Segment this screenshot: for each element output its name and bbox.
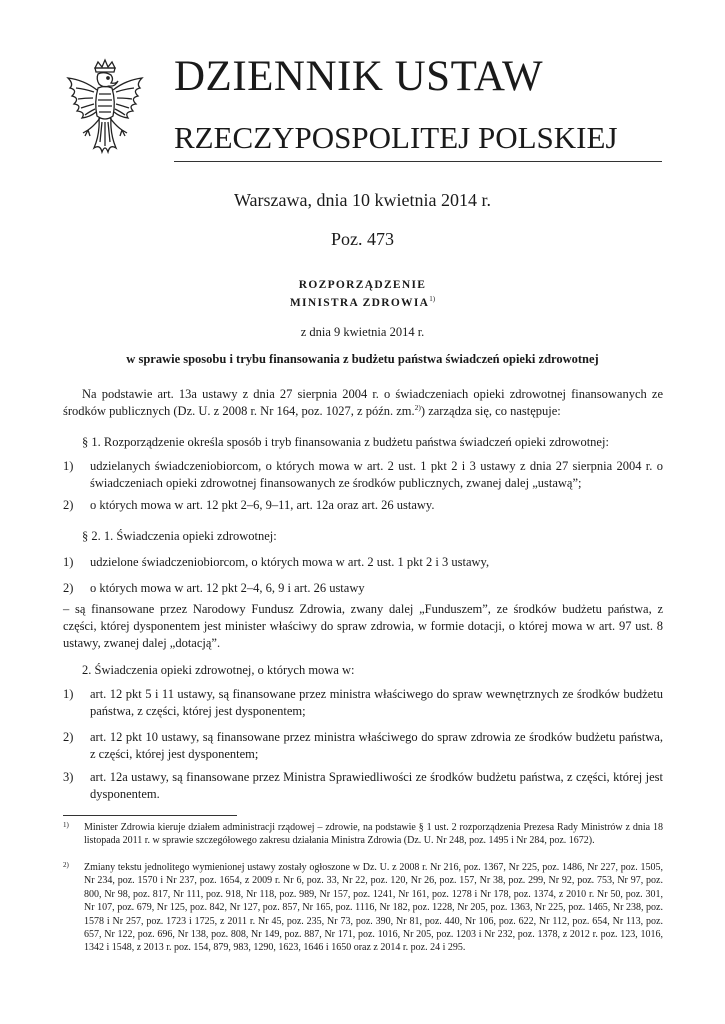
journal-title: DZIENNIK USTAW bbox=[174, 53, 544, 100]
list-item-text: udzielanych świadczeniobiorcom, o których mowa w art. 2 ust. 1 pkt 2 i 3 ustawy z dnia 27 sierpnia 2004 r. o świadczeniach opieki zdrowotnej finansowanych ze środków publicznych, zwanej dalej „ustawą”; bbox=[90, 459, 663, 490]
footnote-text: Zmiany tekstu jednolitego wymienionej ustawy zostały ogłoszone w Dz. U. z 2008 r. Nr 216, poz. 1367, Nr 225, poz. 1486, Nr 227, poz. 1505, Nr 234, poz. 1570 i Nr 237, poz. 1654, z 2009 r. Nr 6, poz. 33, Nr 22, poz. 120, Nr 26, poz. 157, Nr 38, poz. 299, Nr 92, poz. 753, Nr 97, poz. 800, Nr 98, poz. 817, Nr 111, poz. 918, Nr 118, poz. 989, Nr 157, poz. 1241, Nr 161, poz. 1278 i Nr 178, poz. 1374, z 2010 r. Nr 50, poz. 301, Nr 107, poz. 679, Nr 125, poz. 842, Nr 127, poz. 857, Nr 165, poz. 1116, Nr 182, poz. 1228, Nr 205, poz. 1363, Nr 225, poz. 1465, Nr 238, poz. 1578 i Nr 257, poz. 1723 i 1725, z 2011 r. Nr 45, poz. 235, Nr 73, poz. 390, Nr 81, poz. 440, Nr 106, poz. 622, Nr 112, poz. 654, Nr 113, poz. 657, Nr 122, poz. 696, Nr 138, poz. 808, Nr 149, poz. 887, Nr 171, poz. 1016, Nr 205, poz. 1203 i Nr 232, poz. 1378, z 2012 r. poz. 123, 1016, 1342 i 1548, z 2013 r. poz. 154, 879, 983, 1290, 1623, 1646 i 1650 oraz z 2014 r. poz. 24 i 295. bbox=[84, 862, 663, 954]
section-1-intro: § 1. Rozporządzenie określa sposób i tryb finansowania z budżetu państwa świadczeń opieki zdrowotnej: bbox=[82, 435, 609, 449]
list-item-text: udzielone świadczeniobiorcom, o których mowa w art. 2 ust. 1 pkt 2 i 3 ustawy, bbox=[90, 555, 490, 569]
footnote-text: Minister Zdrowia kieruje działem administracji rządowej – zdrowie, na podstawie § 1 ust. 2 rozporządzenia Prezesa Rady Ministrów z dnia 18 listopada 2011 r. w sprawie szczegółowego zakresu działania Ministra Zdrowia (Dz. U. Nr 248, poz. 1495 i Nr 284, poz. 1672). bbox=[84, 822, 663, 847]
act-subject: w sprawie sposobu i trybu finansowania z budżetu państwa świadczeń opieki zdrowotnej bbox=[126, 352, 599, 366]
footnote-number: 1) bbox=[63, 821, 69, 829]
footnote-ref[interactable]: 1) bbox=[429, 295, 436, 304]
header-divider bbox=[174, 161, 662, 162]
preamble: Na podstawie art. 13a ustawy z dnia 27 sierpnia 2004 r. o świadczeniach opieki zdrowotnej finansowanych ze środków publicznych (Dz. U. z 2008 r. Nr 164, poz. 1027, z późn. zm.$^{2)}$) zarządza się, co następuje: bbox=[63, 387, 663, 418]
list-item-number: 1) bbox=[63, 687, 74, 701]
list-item-number: 3) bbox=[63, 770, 74, 784]
list-item-text: art. 12 pkt 5 i 11 ustawy, są finansowane przez ministra właściwego do spraw wewnętrznych ze środków budżetu państwa, z części, której jest dysponentem; bbox=[90, 687, 663, 718]
footnote-number: 2) bbox=[63, 861, 69, 869]
list-item-number: 2) bbox=[63, 581, 74, 595]
section-2-conclusion: – są finansowane przez Narodowy Fundusz Zdrowia, zwany dalej „Funduszem”, ze środków budżetu państwa, z części, której dysponentem jest minister właściwy do spraw zdrowia, w formie dotacji, o której mowa w art. 97 ust. 8 ustawy, zwanej dalej „dotacją”. bbox=[63, 602, 663, 650]
footnote-ref[interactable]: 2) bbox=[414, 402, 421, 412]
polish-eagle-icon bbox=[58, 58, 152, 162]
list-item-text: o których mowa w art. 12 pkt 2–6, 9–11, art. 12a oraz art. 26 ustawy. bbox=[90, 498, 435, 512]
list-item-text: art. 12 pkt 10 ustawy, są finansowane przez ministra właściwego do spraw zdrowia ze środków budżetu państwa, z części, której jest dysponentem; bbox=[90, 730, 663, 761]
section-2-intro: § 2. 1. Świadczenia opieki zdrowotnej: bbox=[82, 529, 277, 543]
list-item-number: 1) bbox=[63, 555, 74, 569]
list-item-text: o których mowa w art. 12 pkt 2–4, 6, 9 i art. 26 ustawy bbox=[90, 581, 365, 595]
journal-subtitle: RZECZYPOSPOLITEJ POLSKIEJ bbox=[174, 120, 618, 155]
list-item-number: 2) bbox=[63, 498, 74, 512]
list-item-text: art. 12a ustawy, są finansowane przez Ministra Sprawiedliwości ze środków budżetu państwa, z części, której jest dysponentem. bbox=[90, 770, 663, 801]
act-date: z dnia 9 kwietnia 2014 r. bbox=[300, 325, 425, 339]
footnote-divider bbox=[63, 815, 237, 816]
list-item-number: 1) bbox=[63, 459, 74, 473]
section-2-paragraph-2-intro: 2. Świadczenia opieki zdrowotnej, o których mowa w: bbox=[82, 663, 355, 677]
publication-date: Warszawa, dnia 10 kwietnia 2014 r. bbox=[234, 190, 491, 210]
position-number: Poz. 473 bbox=[331, 229, 394, 249]
list-item-number: 2) bbox=[63, 730, 74, 744]
act-author: MINISTRA ZDROWIA$^{1)}$ bbox=[289, 295, 436, 309]
act-type: ROZPORZĄDZENIE bbox=[298, 279, 427, 291]
